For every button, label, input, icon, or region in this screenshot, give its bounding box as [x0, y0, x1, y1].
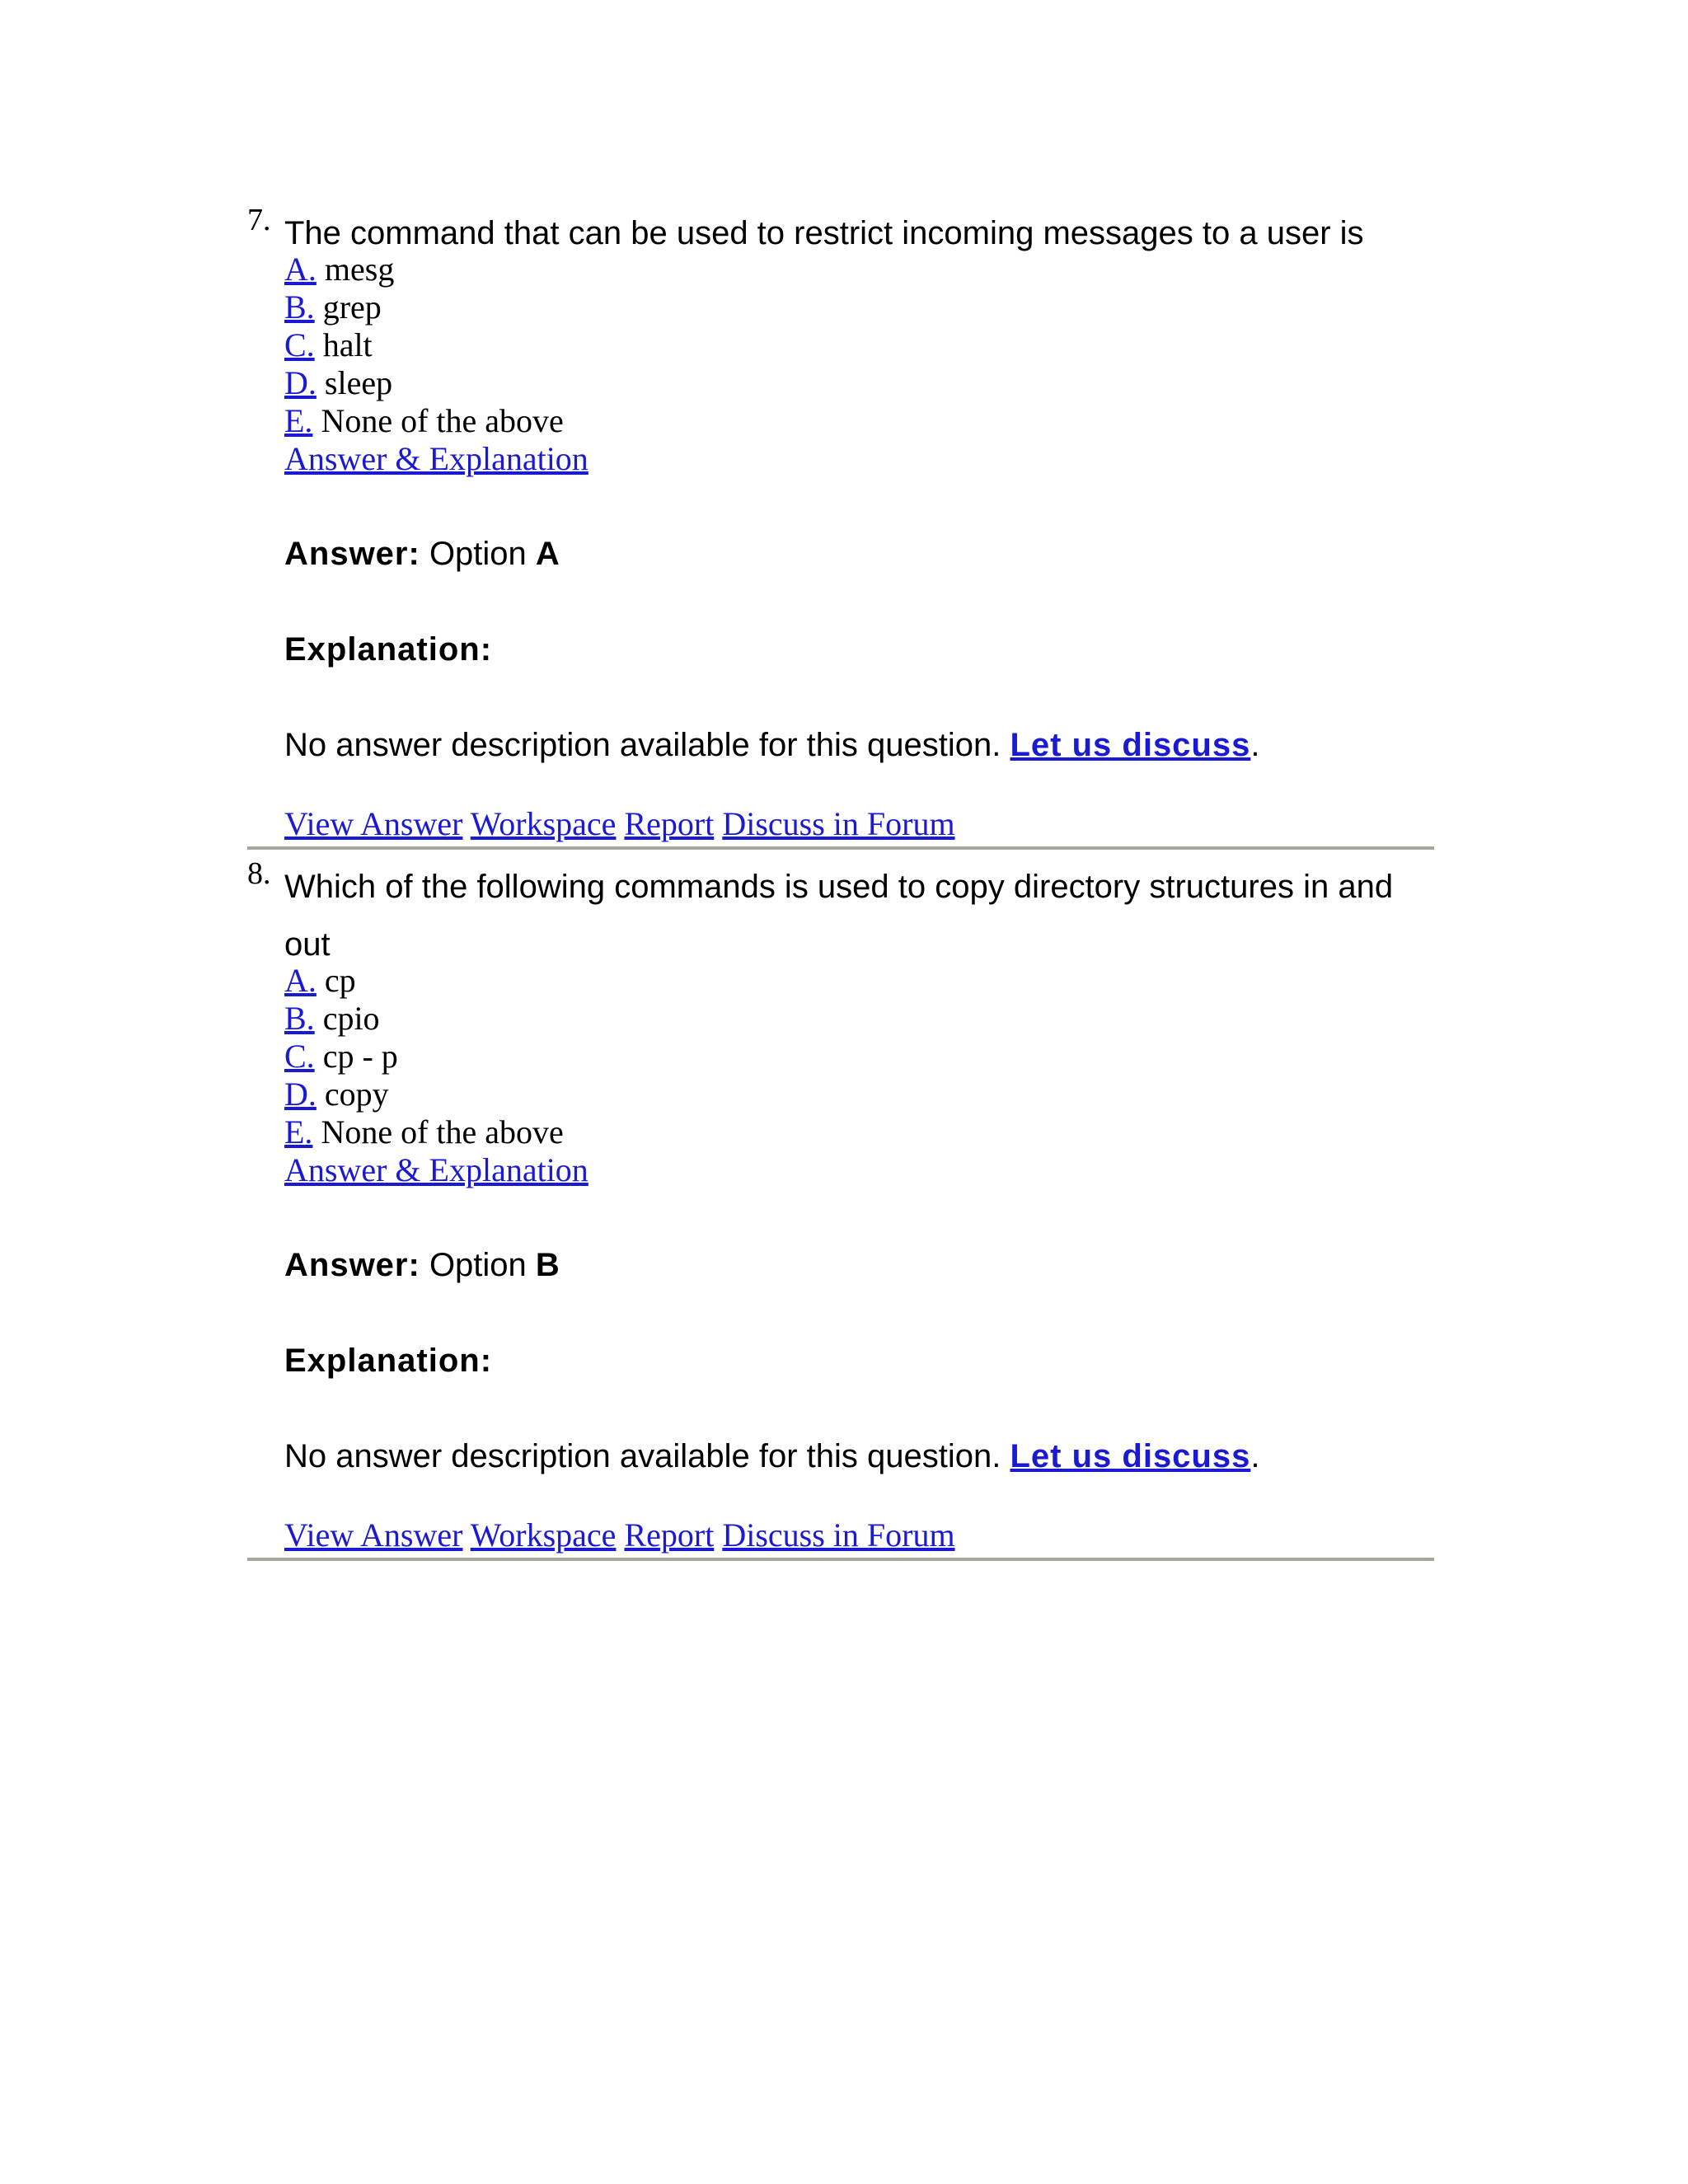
option-link[interactable]: E. [284, 1113, 313, 1151]
let-us-discuss-link[interactable]: Let us discuss [1010, 727, 1251, 763]
answer-explanation-link[interactable]: Answer & Explanation [284, 1151, 588, 1188]
option-row [284, 1113, 1434, 1151]
answer-prefix: Option [429, 536, 527, 572]
answer-line [284, 1247, 560, 1284]
question-number: 8. [247, 856, 271, 891]
option-row [284, 440, 1434, 478]
option-text: cp [324, 962, 356, 999]
option-row [284, 402, 1434, 440]
discuss-in-forum-link[interactable]: Discuss in Forum [722, 805, 955, 842]
explanation-text: No answer description available for this question. [284, 727, 1001, 763]
option-link[interactable]: A. [284, 251, 316, 288]
option-list [284, 251, 1434, 478]
question-text: The command that can be used to restrict incoming messages to a user is [284, 215, 1364, 251]
option-link[interactable]: E. [284, 402, 313, 439]
answer-label: Answer: [284, 536, 420, 572]
option-text: copy [324, 1076, 389, 1113]
option-link[interactable]: B. [284, 1000, 315, 1037]
question-footer-links [284, 1516, 955, 1554]
option-text: mesg [324, 251, 395, 288]
explanation-text-line [284, 727, 1259, 764]
answer-label: Answer: [284, 1247, 420, 1283]
question-body [284, 851, 1434, 1554]
question-body [284, 198, 1434, 842]
workspace-link[interactable]: Workspace [470, 805, 617, 842]
option-row [284, 288, 1434, 326]
question-divider [247, 1558, 1434, 1561]
option-text: cp - p [322, 1038, 398, 1075]
answer-prefix: Option [429, 1247, 527, 1283]
option-link[interactable]: C. [284, 326, 315, 363]
explanation-heading: Explanation: [284, 631, 493, 668]
let-us-discuss-link[interactable]: Let us discuss [1010, 1438, 1251, 1474]
question-divider [247, 846, 1434, 850]
option-row [284, 962, 1434, 1000]
explanation-heading: Explanation: [284, 1343, 493, 1379]
report-link[interactable]: Report [624, 805, 715, 842]
answer-option: A [535, 536, 560, 572]
explanation-text-line [284, 1438, 1259, 1475]
option-link[interactable]: D. [284, 1076, 316, 1113]
option-text: cpio [322, 1000, 380, 1037]
question-footer-links [284, 804, 955, 843]
view-answer-link[interactable]: View Answer [284, 1516, 463, 1554]
workspace-link[interactable]: Workspace [470, 1516, 617, 1554]
option-row [284, 1000, 1434, 1038]
answer-option: B [535, 1247, 560, 1283]
discuss-in-forum-link[interactable]: Discuss in Forum [722, 1516, 955, 1554]
answer-line [284, 536, 560, 573]
option-text: grep [322, 288, 382, 326]
option-text: None of the above [321, 402, 564, 439]
answer-explanation-link[interactable]: Answer & Explanation [284, 440, 588, 477]
question-text: Which of the following commands is used to copy directory structures in and out [284, 869, 1394, 963]
option-text: halt [322, 326, 373, 363]
option-link[interactable]: A. [284, 962, 316, 999]
explanation-end: . [1250, 1438, 1260, 1474]
option-text: sleep [324, 364, 393, 401]
option-row [284, 364, 1434, 402]
option-text: None of the above [321, 1113, 564, 1151]
option-list [284, 962, 1434, 1189]
option-row [284, 1038, 1434, 1076]
view-answer-link[interactable]: View Answer [284, 805, 463, 842]
option-link[interactable]: B. [284, 288, 315, 326]
option-link[interactable]: C. [284, 1038, 315, 1075]
option-link[interactable]: D. [284, 364, 316, 401]
option-row [284, 1076, 1434, 1113]
option-row [284, 1151, 1434, 1189]
option-row [284, 326, 1434, 364]
explanation-text: No answer description available for this question. [284, 1438, 1001, 1474]
report-link[interactable]: Report [624, 1516, 715, 1554]
question-number: 7. [247, 203, 271, 237]
explanation-end: . [1250, 727, 1260, 763]
